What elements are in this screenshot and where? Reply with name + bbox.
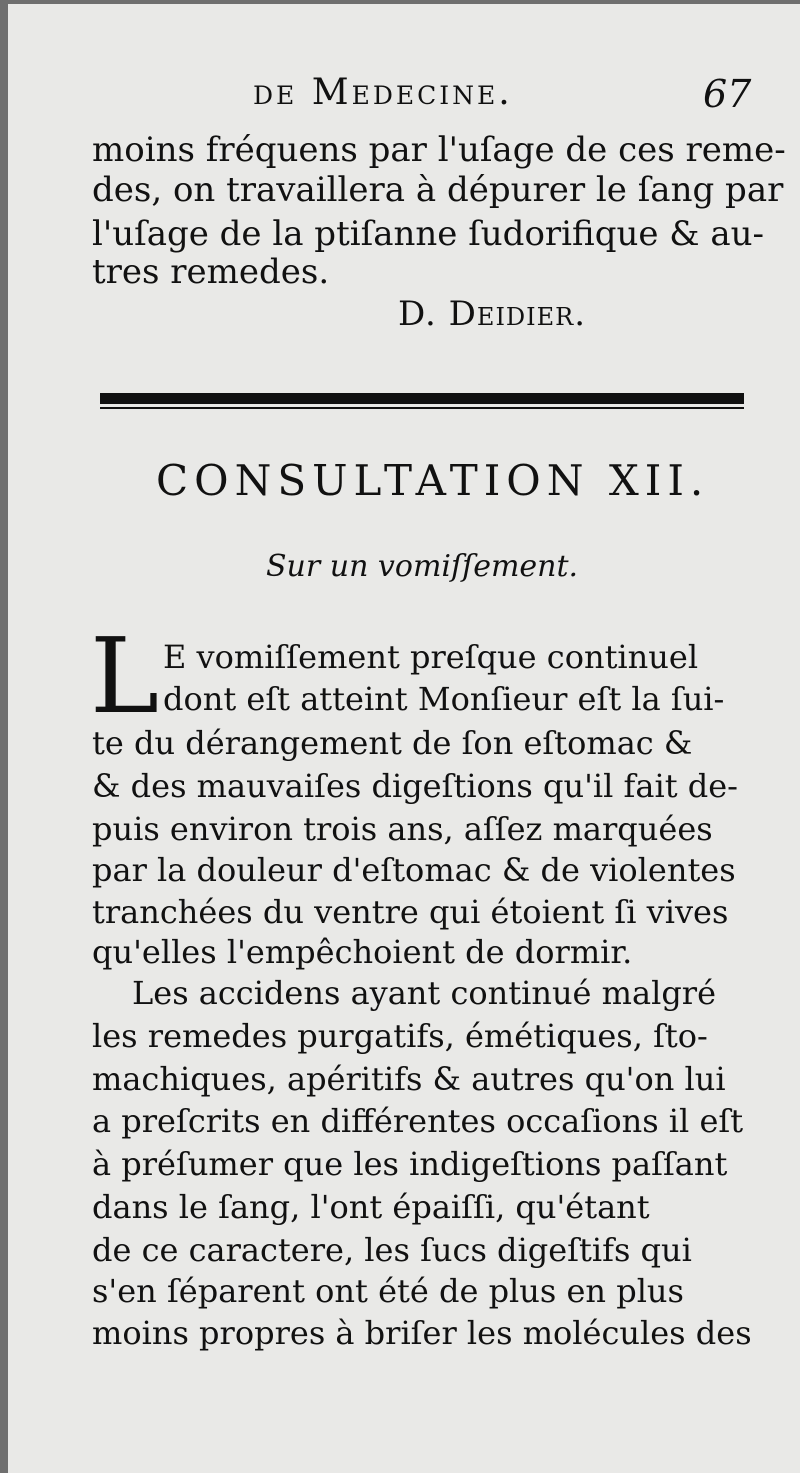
book-page [8,4,800,1473]
consultation-subtitle: Sur un vomiſſement. [266,549,579,584]
text-line: des, on travaillera à dépurer le ſang par [92,170,784,210]
drop-cap: L [90,615,160,737]
paragraph-line: les remedes purgatifs, émétiques, ſto- [92,1017,708,1055]
signature: D. Deidier. [398,294,587,334]
paragraph-line: qu'elles l'empêchoient de dormir. [92,933,633,971]
consultation-title: CONSULTATION XII. [156,456,710,505]
paragraph-line: & des mauvaiſes digeſtions qu'il fait de- [92,767,738,805]
paragraph-line: Les accidens ayant continué malgré [132,974,717,1012]
running-title: de Medecine. [253,72,513,113]
paragraph-line: dans le ſang, l'ont épaiſſi, qu'étant [92,1188,650,1226]
paragraph-line: te du dérangement de ſon eſtomac & [92,724,693,762]
paragraph-line: a preſcrits en différentes occaſions il eſt [92,1102,744,1140]
page-header [8,72,800,124]
section-divider [100,393,744,411]
page-number: 67 [703,72,752,116]
paragraph-line: machiques, apéritifs & autres qu'on lui [92,1060,726,1098]
divider-thin-line [100,407,744,409]
paragraph-line: E vomiſſement preſque continuel [163,638,699,676]
paragraph-line: s'en ſéparent ont été de plus en plus [92,1272,684,1310]
paragraph-line: par la douleur d'eſtomac & de violentes [92,851,736,889]
paragraph-line: dont eſt atteint Monſieur eſt la ſui- [163,680,725,718]
paragraph-line: de ce caractere, les ſucs digeſtifs qui [92,1231,692,1269]
paragraph-line: moins propres à briſer les molécules des [92,1314,752,1352]
paragraph-line: puis environ trois ans, aſſez marquées [92,810,713,848]
paragraph-line: tranchées du ventre qui étoient ſi vives [92,893,729,931]
text-line: l'uſage de la ptiſanne ſudorifique & au- [92,214,765,254]
paragraph-line: à préſumer que les indigeſtions paſſant [92,1145,728,1183]
text-line: tres remedes. [92,252,330,292]
text-line: moins fréquens par l'uſage de ces reme- [92,130,786,170]
divider-thick-line [100,393,744,404]
